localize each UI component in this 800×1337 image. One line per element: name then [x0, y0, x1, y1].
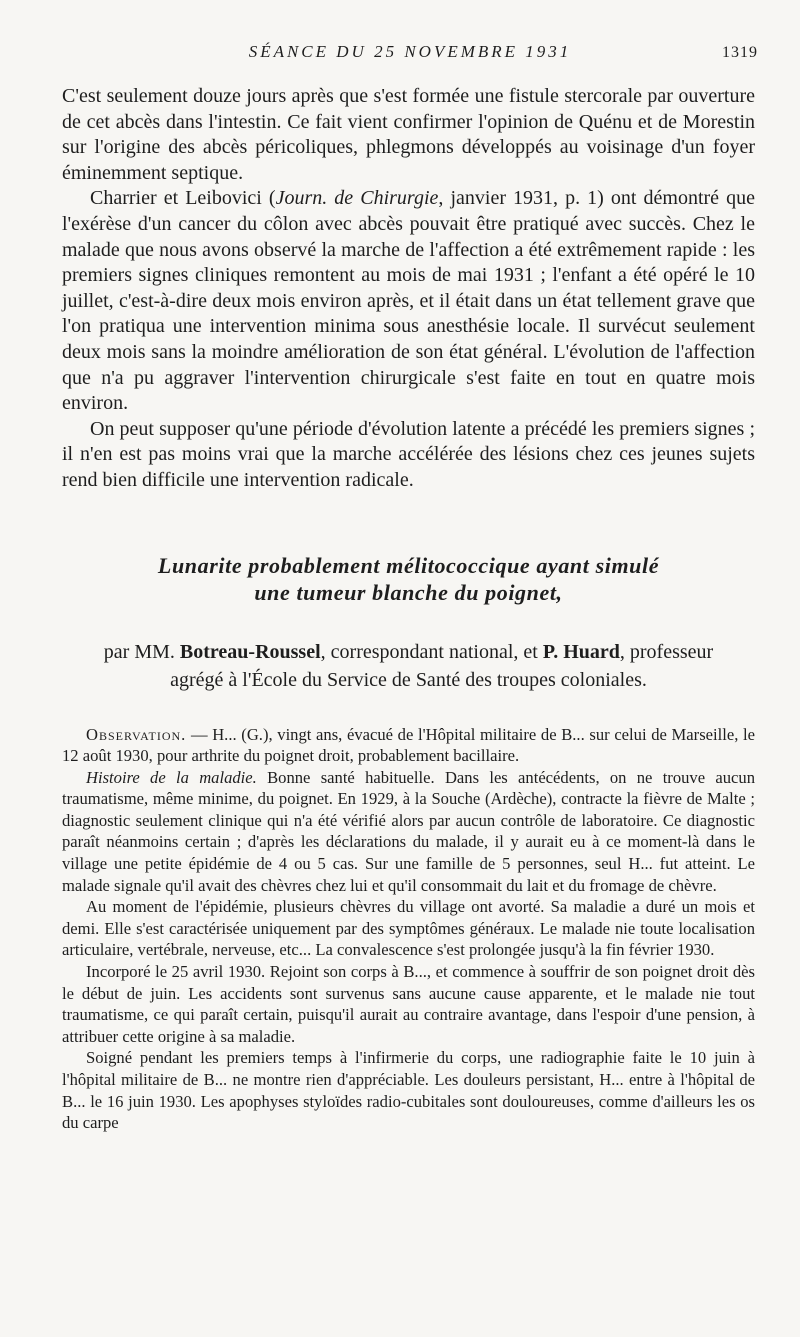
- body-text: [62, 84, 755, 1134]
- observation-paragraph-3: Au moment de l'épidémie, plusieurs chèvres du village ont avorté. Sa maladie a duré un mois et demi. Elle s'est caractérisée uniquement par des symptômes généraux. Le malade nie toute localisation articulaire, vertébrale, nerveuse, etc... La convalescence s'est prolongée jusqu'à la fin février 1930.: [62, 897, 755, 960]
- byline-et: et: [523, 640, 538, 663]
- section-label: Histoire de la maladie.: [86, 767, 257, 787]
- paragraph-text: , janvier 1931, p. 1) ont démontré que l'exérèse d'un cancer du côlon avec abcès pouvait être pratiqué avec succès. Chez le malade que nous avons observé la marche de l'affection a été extrêmement rapide : les premiers signes cliniques remontent au mois de mai 1931 ; l'enfant a été opéré le 10 juillet, c'est-à-dire deux mois environ après, et il était dans un état tellement grave que l'on pratiqua une intervention minima sous anesthésie locale. Il survécut seulement deux mois sans la moindre amélioration de son état général. L'évolution de l'affection que n'a pu aggraver l'intervention chirurgicale s'est faite en tout en quatre mois environ.: [62, 187, 755, 415]
- article-title-line-1: Lunarite probablement mélitococcique ayant simulé: [157, 552, 660, 578]
- author-1-role: , correspondant national,: [320, 640, 519, 663]
- observation-paragraph-5: Soigné pendant les premiers temps à l'infirmerie du corps, une radiographie faite le 10 juin à l'hôpital militaire de B... ne montre rien d'appréciable. Les douleurs persistant, H... entre à l'hôpital de B... le 16 juin 1930. Les apophyses styloïdes radio-cubitales sont douloureuses, comme d'ailleurs les os du carpe: [62, 1048, 755, 1133]
- running-title: SÉANCE DU 25 NOVEMBRE 1931: [248, 42, 572, 61]
- running-header: [62, 38, 758, 68]
- author-2: P. Huard: [542, 640, 620, 663]
- observation-paragraph-1: [62, 724, 755, 767]
- journal-title: Journ. de Chirurgie: [275, 187, 439, 210]
- paragraph-text: — H... (G.), vingt ans, évacué de l'Hôpital militaire de B... sur celui de Marseille, le 12 août 1930, pour arthrite du poignet droit, probablement bacillaire.: [62, 724, 755, 766]
- paragraph-text: Bonne santé habituelle. Dans les antécédents, on ne trouve aucun traumatisme, même minime, du poignet. En 1929, à la Souche (Ardèche), contracte la fièvre de Malte ; diagnostic seulement clinique qui n'a été vérifié alors par aucun contrôle de laboratoire. Ce diagnostic paraît néanmoins certain ; d'après les déclarations du malade, il y aurait eu à ce moment-là dans le village une petite épidémie de 4 ou 5 cas. Sur une famille de 5 personnes, seul H... fut atteint. Le malade signale qu'il avait des chèvres chez lui et qu'il consommait du lait et du fromage de chèvre.: [62, 767, 755, 895]
- observation-paragraph-2: [62, 767, 755, 897]
- byline: [62, 638, 755, 694]
- page-number: 1319: [722, 44, 758, 61]
- observation-section: [62, 724, 755, 1134]
- byline-par: par MM.: [103, 640, 175, 663]
- article-title: [62, 552, 755, 606]
- author-1: Botreau-Roussel: [179, 640, 321, 663]
- observation-label: Observation.: [86, 724, 187, 744]
- observation-paragraph-4: Incorporé le 25 avril 1930. Rejoint son corps à B..., et commence à souffrir de son poignet droit dès le début de juin. Les accidents sont survenus sans aucune cause apparente, et le malade nie tout traumatisme, ce qui paraît certain, puisqu'il aurait au contraire avantage, dans l'espoir d'une pension, à attribuer cette origine à sa maladie.: [62, 962, 755, 1046]
- paragraph-intro-3: On peut supposer qu'une période d'évolution latente a précédé les premiers signes ; il n'en est pas moins vrai que la marche accélérée des lésions chez ces jeunes sujets rend bien difficile une intervention radicale.: [62, 417, 755, 491]
- paragraph-text: Charrier et Leibovici (: [90, 187, 276, 210]
- paragraph-intro-1: C'est seulement douze jours après que s'est formée une fistule stercorale par ouverture de cet abcès dans l'intestin. Ce fait vient confirmer l'opinion de Quénu et de Morestin sur l'origine des abcès péricoliques, phlegmons développés au voisinage d'un foyer éminemment septique.: [62, 85, 755, 184]
- author-2-role: , professeur agrégé à l'École du Service de Santé des troupes coloniales.: [170, 640, 714, 691]
- paragraph-intro-2: [62, 186, 755, 416]
- article-title-line-2: une tumeur blanche du poignet,: [254, 579, 563, 605]
